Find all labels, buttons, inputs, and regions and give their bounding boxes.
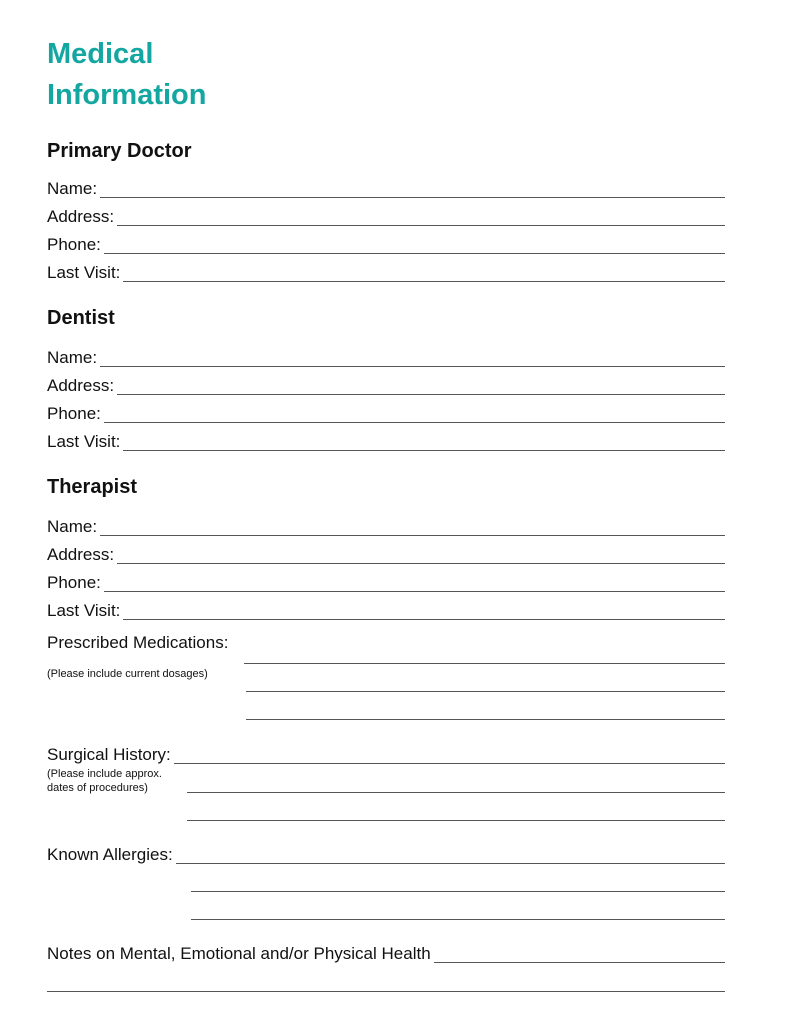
fill-line[interactable] (100, 535, 725, 536)
primary-doctor-phone-field[interactable] (47, 229, 725, 255)
fill-line[interactable] (434, 962, 725, 963)
title-line-2: Information (47, 79, 207, 111)
field-label: Address: (47, 376, 115, 395)
dentist-address-field[interactable] (47, 370, 725, 396)
fill-line[interactable] (174, 763, 725, 764)
allergies-line-3[interactable] (191, 919, 725, 920)
therapist-phone-field[interactable] (47, 567, 725, 593)
dentist-phone-field[interactable] (47, 398, 725, 424)
field-label: Last Visit: (47, 601, 121, 620)
field-label: Name: (47, 179, 98, 198)
surgical-note-line-2: dates of procedures) (47, 782, 148, 794)
field-label: Name: (47, 348, 98, 367)
primary-doctor-last-visit-field[interactable] (47, 257, 725, 283)
field-label: Address: (47, 207, 115, 226)
fill-line[interactable] (104, 422, 725, 423)
primary-doctor-address-field[interactable] (47, 201, 725, 227)
fill-line[interactable] (104, 253, 725, 254)
allergies-line-2[interactable] (191, 891, 725, 892)
known-allergies-field[interactable] (47, 839, 725, 865)
field-label: Known Allergies: (47, 845, 173, 864)
medications-line-2[interactable] (246, 691, 725, 692)
therapist-last-visit-field[interactable] (47, 595, 725, 621)
fill-line[interactable] (123, 450, 725, 451)
field-label: Last Visit: (47, 263, 121, 282)
notes-line-2[interactable] (47, 991, 725, 992)
field-label: Phone: (47, 235, 101, 254)
surgical-history-field[interactable] (47, 739, 725, 765)
fill-line[interactable] (100, 197, 725, 198)
fill-line[interactable] (100, 366, 725, 367)
surgical-line-2[interactable] (187, 792, 725, 793)
medications-line-3[interactable] (246, 719, 725, 720)
fill-line[interactable] (176, 863, 725, 864)
primary-doctor-name-field[interactable] (47, 173, 725, 199)
medications-label: Prescribed Medications: (47, 633, 229, 652)
dentist-heading: Dentist (47, 307, 115, 329)
title-line-1: Medical (47, 38, 154, 70)
primary-doctor-heading: Primary Doctor (47, 140, 192, 162)
page-title (47, 34, 207, 116)
field-label: Address: (47, 545, 115, 564)
surgical-note-line-1: (Please include approx. (47, 768, 162, 780)
field-label: Last Visit: (47, 432, 121, 451)
fill-line[interactable] (123, 281, 725, 282)
fill-line[interactable] (117, 394, 725, 395)
medications-note: (Please include current dosages) (47, 668, 208, 680)
surgical-line-3[interactable] (187, 820, 725, 821)
field-label: Phone: (47, 404, 101, 423)
dentist-name-field[interactable] (47, 342, 725, 368)
field-label: Notes on Mental, Emotional and/or Physical Health (47, 944, 431, 963)
medications-line-1[interactable] (244, 663, 725, 664)
therapist-name-field[interactable] (47, 511, 725, 537)
fill-line[interactable] (123, 619, 725, 620)
field-label: Name: (47, 517, 98, 536)
health-notes-field[interactable] (47, 938, 725, 964)
fill-line[interactable] (104, 591, 725, 592)
fill-line[interactable] (117, 563, 725, 564)
therapist-heading: Therapist (47, 476, 138, 498)
field-label: Surgical History: (47, 745, 171, 764)
therapist-address-field[interactable] (47, 539, 725, 565)
fill-line[interactable] (117, 225, 725, 226)
dentist-last-visit-field[interactable] (47, 426, 725, 452)
field-label: Phone: (47, 573, 101, 592)
